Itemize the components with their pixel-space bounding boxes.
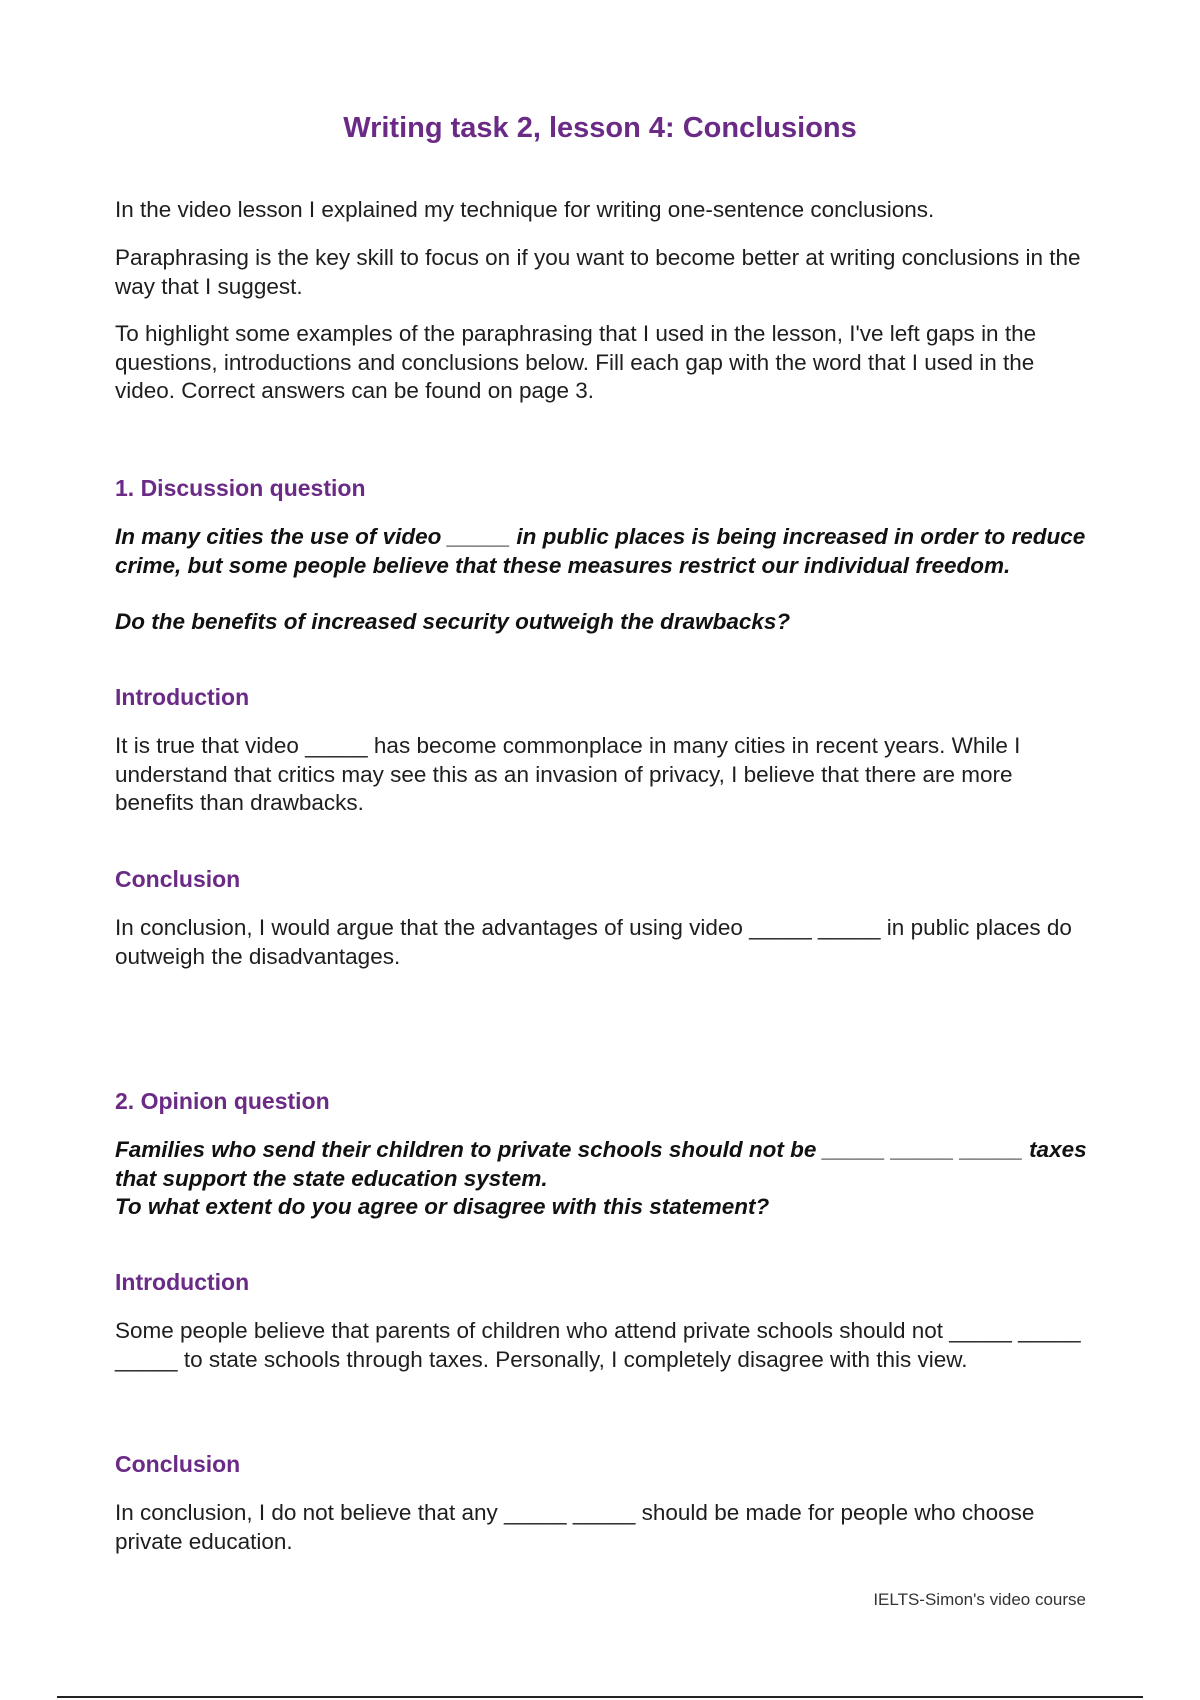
section-1-conclusion-text: In conclusion, I would argue that the advantages of using video _____ _____ in public places do outweigh the disadvantages.	[115, 915, 1072, 969]
section-2-introduction-text: Some people believe that parents of children who attend private schools should not _____ _____ _____ to state schools through taxes. Personally, I completely disagree with this view.	[115, 1318, 1081, 1372]
intro-paragraph-3: To highlight some examples of the paraphrasing that I used in the lesson, I've left gaps in the questions, introductions and conclusions below. Fill each gap with the word that I used in the video. Correct answers can be found on page 3.	[115, 321, 1037, 403]
section-1-question: In many cities the use of video _____ in public places is being increased in order to reduce crime, but some people believe that these measures restrict our individual freedom.	[115, 524, 1086, 578]
section-1-question-prompt: Do the benefits of increased security outweigh the drawbacks?	[115, 609, 791, 634]
section-1-introduction-heading: Introduction	[115, 684, 250, 710]
section-2-conclusion-text: In conclusion, I do not believe that any _____ _____ should be made for people who choose private education.	[115, 1500, 1035, 1554]
intro-paragraph-2: Paraphrasing is the key skill to focus on if you want to become better at writing conclusions in the way that I suggest.	[115, 245, 1081, 299]
page-bottom-divider	[57, 1696, 1143, 1698]
section-1-conclusion-heading: Conclusion	[115, 866, 241, 892]
section-2-question-prompt: To what extent do you agree or disagree with this statement?	[115, 1194, 770, 1219]
section-2-question: Families who send their children to private schools should not be _____ _____ _____ taxes that support the state education system.	[115, 1137, 1087, 1191]
footer-credit: IELTS-Simon's video course	[873, 1590, 1086, 1609]
page-title: Writing task 2, lesson 4: Conclusions	[343, 112, 857, 144]
section-1-introduction-text: It is true that video _____ has become commonplace in many cities in recent years. While I understand that critics may see this as an invasion of privacy, I believe that there are more benefits than drawbacks.	[115, 733, 1021, 815]
intro-paragraph-1: In the video lesson I explained my technique for writing one-sentence conclusions.	[115, 197, 935, 222]
section-2-heading: 2. Opinion question	[115, 1088, 330, 1114]
section-1-heading: 1. Discussion question	[115, 475, 366, 501]
section-2-conclusion-heading: Conclusion	[115, 1451, 241, 1477]
section-2-introduction-heading: Introduction	[115, 1269, 250, 1295]
